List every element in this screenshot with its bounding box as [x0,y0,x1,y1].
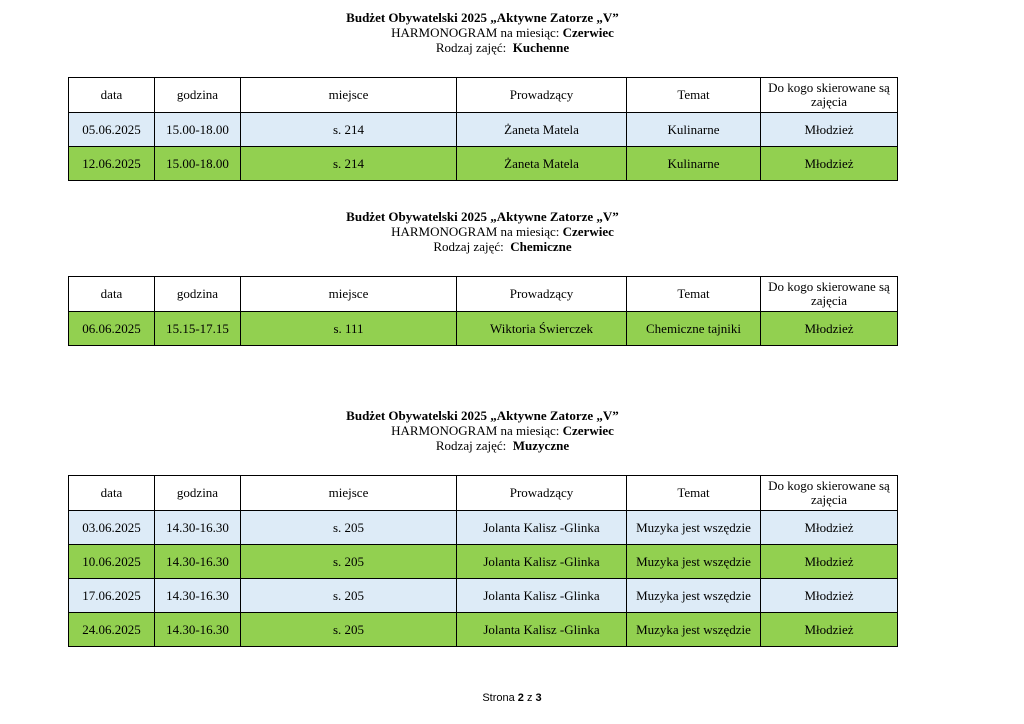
cell-data: 17.06.2025 [69,579,155,613]
cell-miejsce: s. 205 [241,613,457,647]
cell-temat: Muzyka jest wszędzie [627,545,761,579]
cell-odbiorcy: Młodzież [761,147,898,181]
table-row [69,113,898,147]
cell-data: 05.06.2025 [69,113,155,147]
table-row [69,613,898,647]
cell-odbiorcy: Młodzież [761,511,898,545]
page-label: Strona [482,692,515,704]
cell-temat: Muzyka jest wszędzie [627,511,761,545]
cell-miejsce: s. 205 [241,511,457,545]
cell-godzina: 14.30-16.30 [155,545,241,579]
cell-godzina: 15.00-18.00 [155,113,241,147]
schedule-section-chemiczne [68,209,897,336]
schedule-month-line [68,25,897,40]
class-type-prefix: Rodzaj zajęć: [435,40,507,55]
section-header [68,10,897,55]
col-header-temat: Temat [627,277,761,312]
col-header-miejsce: miejsce [241,277,457,312]
col-header-temat: Temat [627,476,761,511]
table-row [69,511,898,545]
table-header-row [69,78,898,113]
col-header-godzina: godzina [155,476,241,511]
cell-prowadzacy: Żaneta Matela [457,113,627,147]
table-row [69,312,898,346]
cell-miejsce: s. 205 [241,579,457,613]
table-row [69,545,898,579]
table-header-row [69,476,898,511]
schedule-section-muzyczne [68,408,897,637]
cell-godzina: 14.30-16.30 [155,511,241,545]
schedule-month: Czerwiec [562,423,614,438]
schedule-prefix: HARMONOGRAM na miesiąc: [391,25,560,40]
schedule-month: Czerwiec [562,224,614,239]
cell-odbiorcy: Młodzież [761,113,898,147]
cell-odbiorcy: Młodzież [761,579,898,613]
cell-temat: Muzyka jest wszędzie [627,613,761,647]
col-header-odbiorcy: Do kogo skierowane są zajęcia [761,78,898,113]
col-header-godzina: godzina [155,78,241,113]
cell-miejsce: s. 205 [241,545,457,579]
col-header-temat: Temat [627,78,761,113]
cell-prowadzacy: Jolanta Kalisz -Glinka [457,579,627,613]
cell-prowadzacy: Jolanta Kalisz -Glinka [457,545,627,579]
section-header [68,209,897,254]
page-total: 3 [535,692,542,704]
cell-temat: Kulinarne [627,113,761,147]
class-type-line [68,40,897,55]
cell-godzina: 15.15-17.15 [155,312,241,346]
col-header-data: data [69,277,155,312]
section-title: Budżet Obywatelski 2025 „Aktywne Zatorze „V” [346,10,619,25]
schedule-month-line [68,423,897,438]
cell-miejsce: s. 214 [241,113,457,147]
cell-temat: Chemiczne tajniki [627,312,761,346]
schedule-table [68,77,898,181]
schedule-table [68,475,898,647]
section-header [68,408,897,453]
class-type: Chemiczne [510,239,572,254]
col-header-miejsce: miejsce [241,476,457,511]
cell-godzina: 14.30-16.30 [155,613,241,647]
page-separator: z [526,692,533,704]
col-header-prowadzacy: Prowadzący [457,476,627,511]
cell-data: 12.06.2025 [69,147,155,181]
table-row [69,579,898,613]
class-type-prefix: Rodzaj zajęć: [435,438,507,453]
cell-prowadzacy: Jolanta Kalisz -Glinka [457,613,627,647]
cell-godzina: 14.30-16.30 [155,579,241,613]
table-row [69,147,898,181]
schedule-section-kuchenne [68,10,897,171]
cell-miejsce: s. 214 [241,147,457,181]
schedule-prefix: HARMONOGRAM na miesiąc: [391,423,560,438]
class-type-line [68,438,897,453]
cell-temat: Muzyka jest wszędzie [627,579,761,613]
class-type-line [68,239,897,254]
table-header-row [69,277,898,312]
col-header-data: data [69,78,155,113]
schedule-month-line [68,224,897,239]
cell-data: 03.06.2025 [69,511,155,545]
col-header-miejsce: miejsce [241,78,457,113]
cell-odbiorcy: Młodzież [761,312,898,346]
cell-prowadzacy: Jolanta Kalisz -Glinka [457,511,627,545]
col-header-prowadzacy: Prowadzący [457,78,627,113]
col-header-godzina: godzina [155,277,241,312]
cell-data: 24.06.2025 [69,613,155,647]
schedule-month: Czerwiec [562,25,614,40]
cell-odbiorcy: Młodzież [761,613,898,647]
cell-data: 10.06.2025 [69,545,155,579]
cell-miejsce: s. 111 [241,312,457,346]
page-footer [0,692,1024,704]
cell-data: 06.06.2025 [69,312,155,346]
cell-odbiorcy: Młodzież [761,545,898,579]
cell-godzina: 15.00-18.00 [155,147,241,181]
schedule-prefix: HARMONOGRAM na miesiąc: [391,224,560,239]
class-type-prefix: Rodzaj zajęć: [433,239,504,254]
schedule-table [68,276,898,346]
cell-prowadzacy: Żaneta Matela [457,147,627,181]
col-header-prowadzacy: Prowadzący [457,277,627,312]
col-header-odbiorcy: Do kogo skierowane są zajęcia [761,476,898,511]
cell-prowadzacy: Wiktoria Świerczek [457,312,627,346]
col-header-data: data [69,476,155,511]
class-type: Kuchenne [512,40,570,55]
class-type: Muzyczne [512,438,570,453]
section-title: Budżet Obywatelski 2025 „Aktywne Zatorze „V” [346,408,619,423]
col-header-odbiorcy: Do kogo skierowane są zajęcia [761,277,898,312]
section-title: Budżet Obywatelski 2025 „Aktywne Zatorze „V” [346,209,619,224]
cell-temat: Kulinarne [627,147,761,181]
page-number: 2 [517,692,524,704]
